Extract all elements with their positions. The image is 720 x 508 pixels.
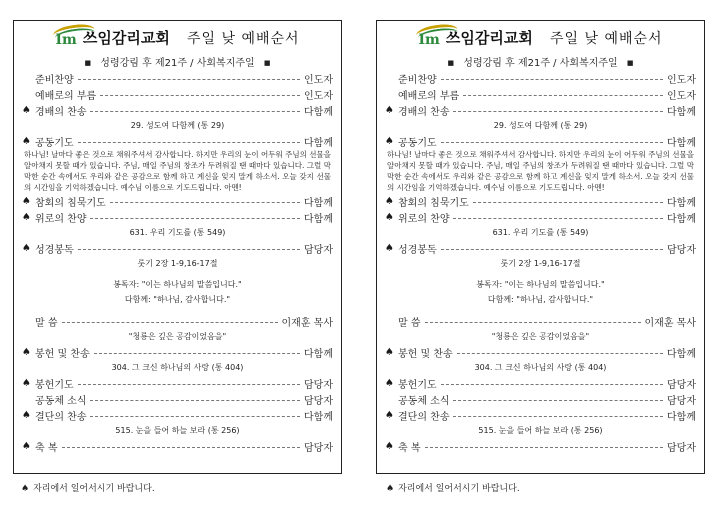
worship-item-title: 결단의 찬송 <box>35 411 87 423</box>
worship-item <box>385 344 696 360</box>
worship-item-title: 경배의 찬송 <box>35 106 87 118</box>
worship-item-title: 위로의 찬양 <box>398 213 450 225</box>
dotted-leader <box>425 322 641 323</box>
worship-item-leader: 다함께 <box>667 106 696 118</box>
worship-item-title: 말 씀 <box>398 317 421 329</box>
dotted-leader <box>453 416 663 417</box>
dotted-leader <box>90 416 300 417</box>
square-bullet-icon: ■ <box>626 59 634 67</box>
worship-detail: "청룡은 깊은 공감이었음을" <box>128 332 227 341</box>
spade-icon: ♠ <box>385 242 394 254</box>
worship-item-leader: 다함께 <box>667 197 696 209</box>
worship-item-leader: 이재훈 목사 <box>281 317 333 329</box>
square-bullet-icon: ■ <box>84 59 92 67</box>
worship-item <box>385 193 696 209</box>
worship-item-title: 예배로의 부름 <box>35 90 97 102</box>
order-of-worship <box>385 70 696 454</box>
worship-detail: 다함께: "하나님, 감사합니다." <box>487 295 594 304</box>
spade-icon: ♠ <box>385 346 394 358</box>
worship-detail: "청룡은 깊은 공감이었음을" <box>491 332 590 341</box>
worship-detail: 631. 우리 기도를 (통 549) <box>492 228 589 237</box>
worship-item-title: 경배의 찬송 <box>398 106 450 118</box>
worship-item-leader: 인도자 <box>304 74 333 86</box>
dotted-leader <box>90 111 300 112</box>
dotted-leader <box>100 95 300 96</box>
worship-item <box>22 407 333 423</box>
spade-icon: ♠ <box>22 377 31 389</box>
worship-item <box>22 344 333 360</box>
spade-icon: ♠ <box>385 195 394 207</box>
spade-icon: ♠ <box>385 440 394 452</box>
spade-icon: ♠ <box>22 195 31 207</box>
worship-item-title: 공동체 소식 <box>35 395 87 407</box>
worship-item-leader: 다함께 <box>304 213 333 225</box>
worship-item-title: 봉헌 및 찬송 <box>35 348 90 360</box>
spade-icon: ♠ <box>385 211 394 223</box>
footnote <box>21 481 155 494</box>
dotted-leader <box>78 249 300 250</box>
worship-item-leader: 다함께 <box>667 137 696 149</box>
worship-detail: 304. 그 크신 하나님의 사랑 (통 404) <box>474 363 607 372</box>
dotted-leader <box>425 447 664 448</box>
dotted-leader <box>453 400 663 401</box>
worship-item <box>385 86 696 102</box>
worship-detail: 631. 우리 기도를 (통 549) <box>129 228 226 237</box>
worship-item-leader: 담당자 <box>667 442 696 454</box>
worship-item <box>385 133 696 149</box>
worship-item-leader: 다함께 <box>667 213 696 225</box>
dotted-leader <box>94 353 300 354</box>
service-subtitle <box>385 54 696 68</box>
worship-item-title: 준비찬양 <box>398 74 437 86</box>
dotted-leader <box>463 95 663 96</box>
worship-detail: 봉독자: "이는 하나님의 말씀입니다." <box>113 280 242 289</box>
worship-item <box>22 240 333 256</box>
spade-icon: ♠ <box>22 242 31 254</box>
spade-icon: ♠ <box>22 346 31 358</box>
worship-detail: 515. 눈을 들어 하늘 보라 (통 256) <box>115 426 240 435</box>
worship-item-title: 참회의 침묵기도 <box>398 197 469 209</box>
dotted-leader <box>62 447 301 448</box>
spade-icon: ♠ <box>386 484 395 494</box>
worship-item <box>22 391 333 407</box>
worship-item-title: 봉헌기도 <box>398 379 437 391</box>
worship-item-title: 봉헌기도 <box>35 379 74 391</box>
dotted-leader <box>473 202 663 203</box>
service-title: 주일 낮 예배순서 <box>186 31 300 47</box>
spade-icon: ♠ <box>22 409 31 421</box>
worship-item-leader: 담당자 <box>304 244 333 256</box>
worship-item <box>385 375 696 391</box>
worship-item-leader: 다함께 <box>667 348 696 360</box>
prayer-text: 하나님! 날마다 좋은 것으로 채워주셔서 감사합니다. 하지만 우리의 눈이 어두워 주님의 선물을 알아채지 못할 때가 있습니다. 주님, 매일 주님의 창조가 두려워질 땐 때마다 있습니다. 그럴 막막한 순간 속에서도 우리와 같은 공감으로 함께 하고 계신을 잊지 말게 하소서. 오늘 갖지 선물의 시간임을 기억하겠습니다. 예수님 이름으로 기도드립니다. 아멘! <box>24 150 331 192</box>
dotted-leader <box>62 322 278 323</box>
footnote-text: 자리에서 일어서시기 바랍니다. <box>398 484 520 494</box>
dotted-leader <box>90 400 300 401</box>
worship-detail: 다함께: "하나님, 감사합니다." <box>124 295 231 304</box>
worship-item-leader: 다함께 <box>304 411 333 423</box>
worship-item <box>385 240 696 256</box>
worship-detail: 304. 그 크신 하나님의 사랑 (통 404) <box>111 363 244 372</box>
bulletin-left <box>13 20 342 474</box>
dotted-leader <box>441 384 663 385</box>
worship-item <box>385 102 696 118</box>
worship-item-leader: 다함께 <box>304 348 333 360</box>
worship-item-leader: 인도자 <box>667 90 696 102</box>
square-bullet-icon: ■ <box>263 59 271 67</box>
worship-item <box>22 86 333 102</box>
worship-item-leader: 다함께 <box>304 197 333 209</box>
spade-icon: ♠ <box>385 377 394 389</box>
spade-icon: ♠ <box>22 135 31 147</box>
order-of-worship <box>22 70 333 454</box>
bulletin-header <box>22 27 333 53</box>
worship-item-leader: 담당자 <box>667 379 696 391</box>
spade-icon: ♠ <box>22 440 31 452</box>
worship-item <box>22 102 333 118</box>
worship-item-title: 결단의 찬송 <box>398 411 450 423</box>
worship-item-title: 공동기도 <box>398 137 437 149</box>
church-logo <box>418 29 439 48</box>
worship-detail: 29. 성도여 다함께 (통 29) <box>493 121 588 130</box>
spade-icon: ♠ <box>385 135 394 147</box>
worship-item-leader: 담당자 <box>667 244 696 256</box>
worship-item-leader: 담당자 <box>304 379 333 391</box>
footnote-text: 자리에서 일어서시기 바랍니다. <box>33 484 155 494</box>
dotted-leader <box>441 79 663 80</box>
prayer-text: 하나님! 날마다 좋은 것으로 채워주셔서 감사합니다. 하지만 우리의 눈이 어두워 주님의 선물을 알아채지 못할 때가 있습니다. 주님, 매일 주님의 창조가 두려워질 땐 때마다 있습니다. 그럴 막막한 순간 속에서도 우리와 같은 공감으로 함께 하고 계신을 잊지 말게 하소서. 오늘 갖지 선물의 시간임을 기억하겠습니다. 예수님 이름으로 기도드립니다. 아멘! <box>387 150 694 192</box>
worship-item-leader: 담당자 <box>304 442 333 454</box>
square-bullet-icon: ■ <box>447 59 455 67</box>
dotted-leader <box>457 353 663 354</box>
worship-item <box>22 70 333 86</box>
spade-icon: ♠ <box>385 104 394 116</box>
bulletin-header <box>385 27 696 53</box>
footnote <box>386 481 520 494</box>
worship-item <box>22 375 333 391</box>
dotted-leader <box>441 142 663 143</box>
worship-item-title: 성경봉독 <box>35 244 74 256</box>
church-name: 쓰임감리교회 <box>445 29 533 47</box>
subtitle-text: 성령강림 후 제21주 / 사회복지주일 <box>100 58 255 69</box>
worship-item-title: 준비찬양 <box>35 74 74 86</box>
service-title: 주일 낮 예배순서 <box>549 31 663 47</box>
church-name: 쓰임감리교회 <box>82 29 170 47</box>
dotted-leader <box>78 79 300 80</box>
subtitle-text: 성령강림 후 제21주 / 사회복지주일 <box>463 58 618 69</box>
worship-item-leader: 인도자 <box>304 90 333 102</box>
worship-item-title: 축 복 <box>398 442 421 454</box>
worship-item <box>22 438 333 454</box>
worship-item-leader: 담당자 <box>304 395 333 407</box>
worship-detail: 29. 성도여 다함께 (통 29) <box>130 121 225 130</box>
worship-item <box>22 133 333 149</box>
worship-item <box>22 193 333 209</box>
worship-item <box>385 70 696 86</box>
spade-icon: ♠ <box>385 409 394 421</box>
bulletin-right <box>376 20 705 474</box>
worship-item-title: 위로의 찬양 <box>35 213 87 225</box>
dotted-leader <box>78 384 300 385</box>
worship-item-title: 예배로의 부름 <box>398 90 460 102</box>
worship-item-leader: 다함께 <box>667 411 696 423</box>
dotted-leader <box>78 142 300 143</box>
worship-item-title: 참회의 침묵기도 <box>35 197 106 209</box>
worship-detail: 룻기 2장 1-9,16-17절 <box>137 259 218 268</box>
worship-detail: 봉독자: "이는 하나님의 말씀입니다." <box>476 280 605 289</box>
worship-item <box>385 209 696 225</box>
worship-item-leader: 인도자 <box>667 74 696 86</box>
worship-item <box>385 407 696 423</box>
dotted-leader <box>90 218 300 219</box>
worship-detail: 515. 눈을 들어 하늘 보라 (통 256) <box>478 426 603 435</box>
service-subtitle <box>22 54 333 68</box>
dotted-leader <box>110 202 300 203</box>
dotted-leader <box>453 111 663 112</box>
worship-detail: 룻기 2장 1-9,16-17절 <box>500 259 581 268</box>
worship-item <box>22 209 333 225</box>
worship-item-leader: 다함께 <box>304 137 333 149</box>
worship-item-title: 봉헌 및 찬송 <box>398 348 453 360</box>
worship-item-title: 공동기도 <box>35 137 74 149</box>
dotted-leader <box>453 218 663 219</box>
worship-item <box>385 391 696 407</box>
worship-item <box>22 313 333 329</box>
worship-item <box>385 313 696 329</box>
spade-icon: ♠ <box>22 211 31 223</box>
worship-item-title: 성경봉독 <box>398 244 437 256</box>
church-logo <box>55 29 76 48</box>
worship-item-title: 축 복 <box>35 442 58 454</box>
logo-prefix: Im <box>418 32 440 48</box>
dotted-leader <box>441 249 663 250</box>
worship-item-title: 공동체 소식 <box>398 395 450 407</box>
worship-item-leader: 이재훈 목사 <box>644 317 696 329</box>
logo-prefix: Im <box>55 32 77 48</box>
spade-icon: ♠ <box>21 484 30 494</box>
worship-item <box>385 438 696 454</box>
worship-item-leader: 담당자 <box>667 395 696 407</box>
worship-item-title: 말 씀 <box>35 317 58 329</box>
spade-icon: ♠ <box>22 104 31 116</box>
worship-item-leader: 다함께 <box>304 106 333 118</box>
